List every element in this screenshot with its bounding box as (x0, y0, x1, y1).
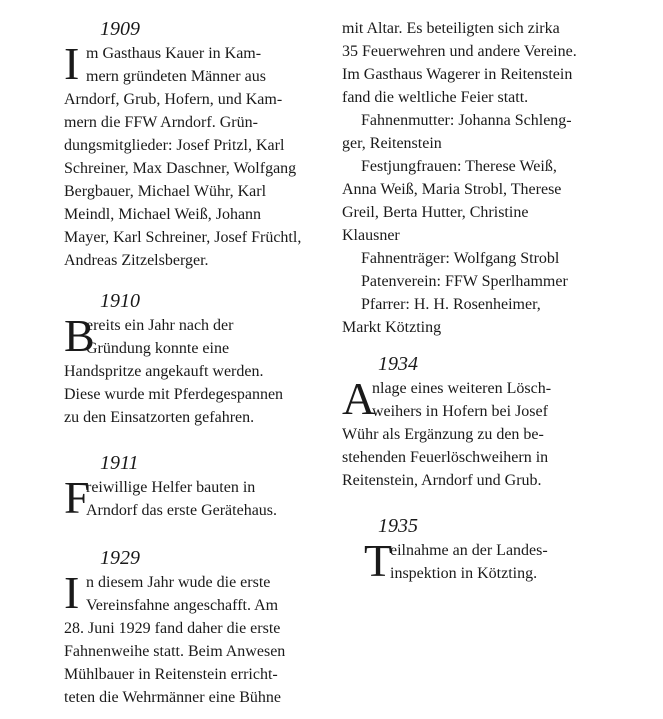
year-heading: 1909 (100, 18, 140, 40)
text-line: Schreiner, Max Daschner, Wolfgang (64, 160, 297, 177)
text-line: zu den Einsatzorten gefahren. (64, 409, 255, 426)
entry-1929-continued (342, 17, 604, 339)
text-line: Mühlbauer in Reitenstein erricht- (64, 666, 278, 683)
text-line: fand die weltliche Feier statt. (342, 89, 529, 106)
text-line: mern die FFW Arndorf. Grün- (64, 114, 258, 131)
drop-cap: T (364, 535, 393, 586)
drop-cap: F (64, 472, 90, 523)
text-line: Andreas Zitzelsberger. (64, 252, 209, 269)
text-line: Reitenstein, Arndorf und Grub. (342, 472, 542, 489)
text-line: Patenverein: FFW Sperlhammer (361, 273, 568, 290)
text-line: nlage eines weiteren Lösch- (372, 380, 552, 397)
text-line: Greil, Berta Hutter, Christine (342, 204, 529, 221)
text-line: inspektion in Kötzting. (390, 565, 538, 582)
text-line: Im Gasthaus Wagerer in Reitenstein (342, 66, 573, 83)
text-line: weihers in Hofern bei Josef (372, 403, 548, 420)
text-line: Vereinsfahne angeschafft. Am (86, 597, 279, 614)
year-heading: 1935 (378, 515, 418, 537)
entry-1935 (342, 515, 604, 585)
entry-text (64, 310, 326, 429)
year-heading: 1934 (378, 353, 418, 375)
text-line: Fahnenträger: Wolfgang Strobl (361, 250, 560, 267)
text-line: Gründung konnte eine (86, 340, 230, 357)
entry-text (364, 535, 604, 586)
entry-text (64, 38, 326, 272)
entry-text (64, 567, 326, 709)
text-line: m Gasthaus Kauer in Kam- (86, 45, 262, 62)
text-line: mern gründeten Männer aus (86, 68, 266, 85)
drop-cap: I (64, 38, 80, 89)
text-line: Arndorf, Grub, Hofern, und Kam- (64, 91, 283, 108)
text-line: eilnahme an der Landes- (390, 542, 548, 559)
drop-cap: B (64, 310, 95, 361)
text-line: stehenden Feuerlöschweihern in (342, 449, 549, 466)
text-line: teten die Wehrmänner eine Bühne (64, 689, 281, 706)
text-line: Fahnenmutter: Johanna Schleng- (361, 112, 572, 129)
entry-1929 (64, 547, 326, 709)
text-line: Fahnenweihe statt. Beim Anwesen (64, 643, 286, 660)
text-line: 28. Juni 1929 fand daher die erste (64, 620, 281, 637)
text-line: 35 Feuerwehren und andere Vereine. (342, 43, 577, 60)
entry-1909 (64, 18, 326, 272)
entry-text (342, 373, 604, 492)
text-line: ereits ein Jahr nach der (86, 317, 234, 334)
text-line: Markt Kötzting (342, 319, 442, 336)
text-line: mit Altar. Es beteiligten sich zirka (342, 20, 560, 37)
text-line: Bergbauer, Michael Wühr, Karl (64, 183, 267, 200)
text-line: Diese wurde mit Pferdegespannen (64, 386, 284, 403)
text-line: Handspritze angekauft werden. (64, 363, 264, 380)
entry-1934 (342, 353, 604, 492)
entry-1911 (64, 452, 326, 522)
text-line: reiwillige Helfer bauten in (86, 479, 256, 496)
text-line: Klausner (342, 227, 400, 244)
text-line: Arndorf das erste Gerätehaus. (86, 502, 278, 519)
text-line: n diesem Jahr wude die erste (86, 574, 271, 591)
text-line: ger, Reitenstein (342, 135, 442, 152)
entry-1910 (64, 290, 326, 429)
text-line: Wühr als Ergänzung zu den be- (342, 426, 544, 443)
text-line: Festjungfrauen: Therese Weiß, (361, 158, 557, 175)
text-line: Mayer, Karl Schreiner, Josef Früchtl, (64, 229, 302, 246)
year-heading: 1911 (100, 452, 139, 474)
text-line: Meindl, Michael Weiß, Johann (64, 206, 262, 223)
drop-cap: I (64, 567, 80, 618)
text-line: Pfarrer: H. H. Rosenheimer, (361, 296, 541, 313)
text-line: dungsmitglieder: Josef Pritzl, Karl (64, 137, 285, 154)
entry-text (64, 472, 326, 523)
year-heading: 1910 (100, 290, 140, 312)
year-heading: 1929 (100, 547, 140, 569)
drop-cap: A (342, 373, 376, 424)
text-line: Anna Weiß, Maria Strobl, Therese (342, 181, 562, 198)
